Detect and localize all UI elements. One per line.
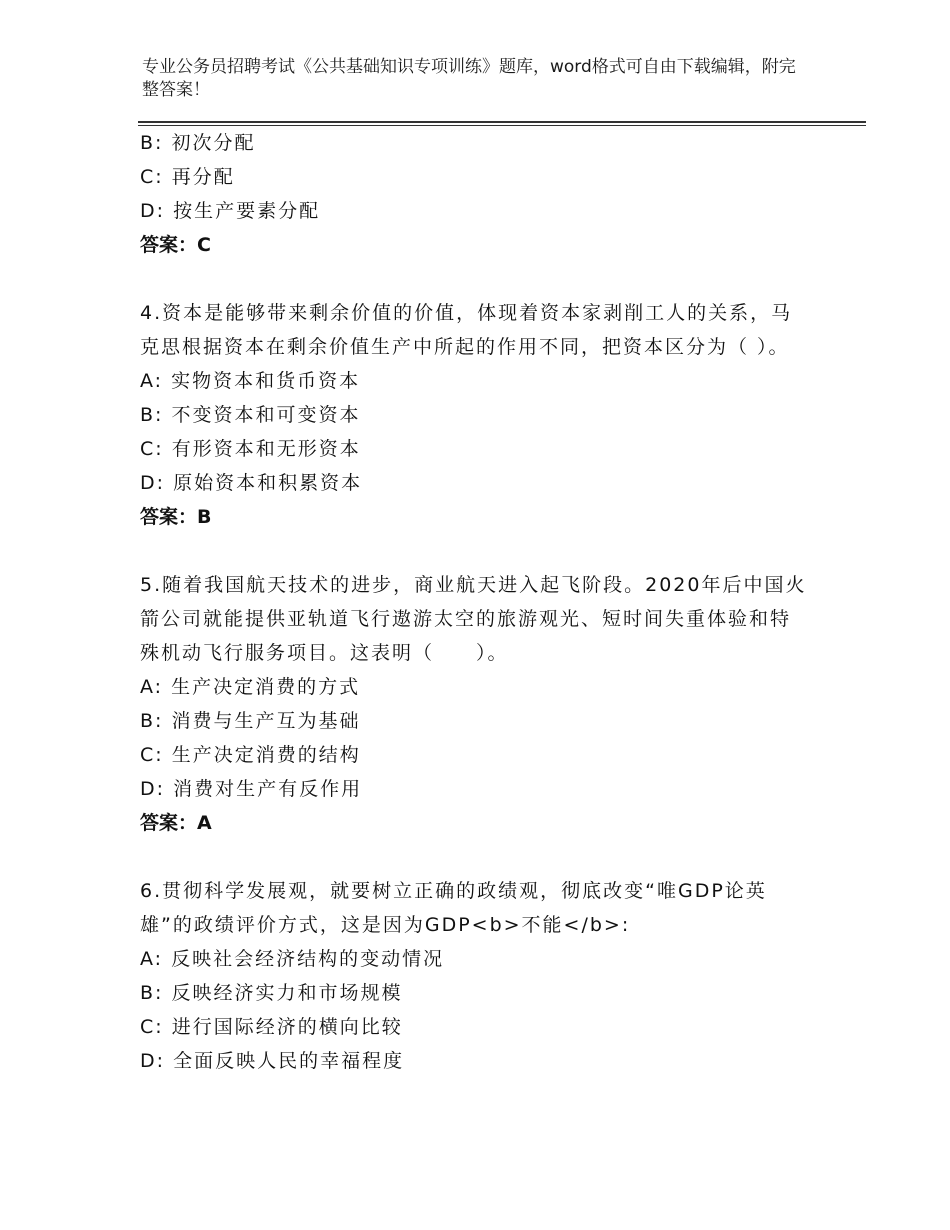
option-d: D: 按生产要素分配 bbox=[140, 200, 321, 222]
question-stem: 4.资本是能够带来剩余价值的价值，体现着资本家剥削工人的关系，马克思根据资本在剩余价值生产中所起的作用不同，把资本区分为（ ）。 bbox=[140, 302, 793, 358]
option-d: D: 全面反映人民的幸福程度 bbox=[140, 1050, 405, 1072]
option-a: A: 实物资本和货币资本 bbox=[140, 370, 361, 392]
answer: 答案：B bbox=[140, 506, 212, 528]
option-a: A: 反映社会经济结构的变动情况 bbox=[140, 948, 445, 970]
option-b: B: 初次分配 bbox=[140, 132, 256, 154]
option-b: B: 消费与生产互为基础 bbox=[140, 710, 361, 732]
option-c: C: 生产决定消费的结构 bbox=[140, 744, 361, 766]
header-rule-thick bbox=[138, 121, 866, 123]
page-header: 专业公务员招聘考试《公共基础知识专项训练》题库，word格式可自由下载编辑，附完整答案！ bbox=[142, 57, 796, 100]
answer: 答案：A bbox=[140, 812, 212, 834]
option-c: C: 有形资本和无形资本 bbox=[140, 438, 361, 460]
question-stem: 5.随着我国航天技术的进步，商业航天进入起飞阶段。2020年后中国火箭公司就能提供亚轨道飞行遨游太空的旅游观光、短时间失重体验和特殊机动飞行服务项目。这表明（ ）。 bbox=[140, 574, 807, 664]
option-c: C: 再分配 bbox=[140, 166, 235, 188]
question-stem: 6.贯彻科学发展观，就要树立正确的政绩观，彻底改变“唯GDP论英雄”的政绩评价方式，这是因为GDP<b>不能</b>: bbox=[140, 880, 767, 936]
option-c: C: 进行国际经济的横向比较 bbox=[140, 1016, 403, 1038]
option-b: B: 不变资本和可变资本 bbox=[140, 404, 361, 426]
answer: 答案：C bbox=[140, 234, 211, 256]
option-d: D: 消费对生产有反作用 bbox=[140, 778, 363, 800]
option-b: B: 反映经济实力和市场规模 bbox=[140, 982, 403, 1004]
option-a: A: 生产决定消费的方式 bbox=[140, 676, 361, 698]
question-content bbox=[140, 126, 810, 1078]
option-d: D: 原始资本和积累资本 bbox=[140, 472, 363, 494]
